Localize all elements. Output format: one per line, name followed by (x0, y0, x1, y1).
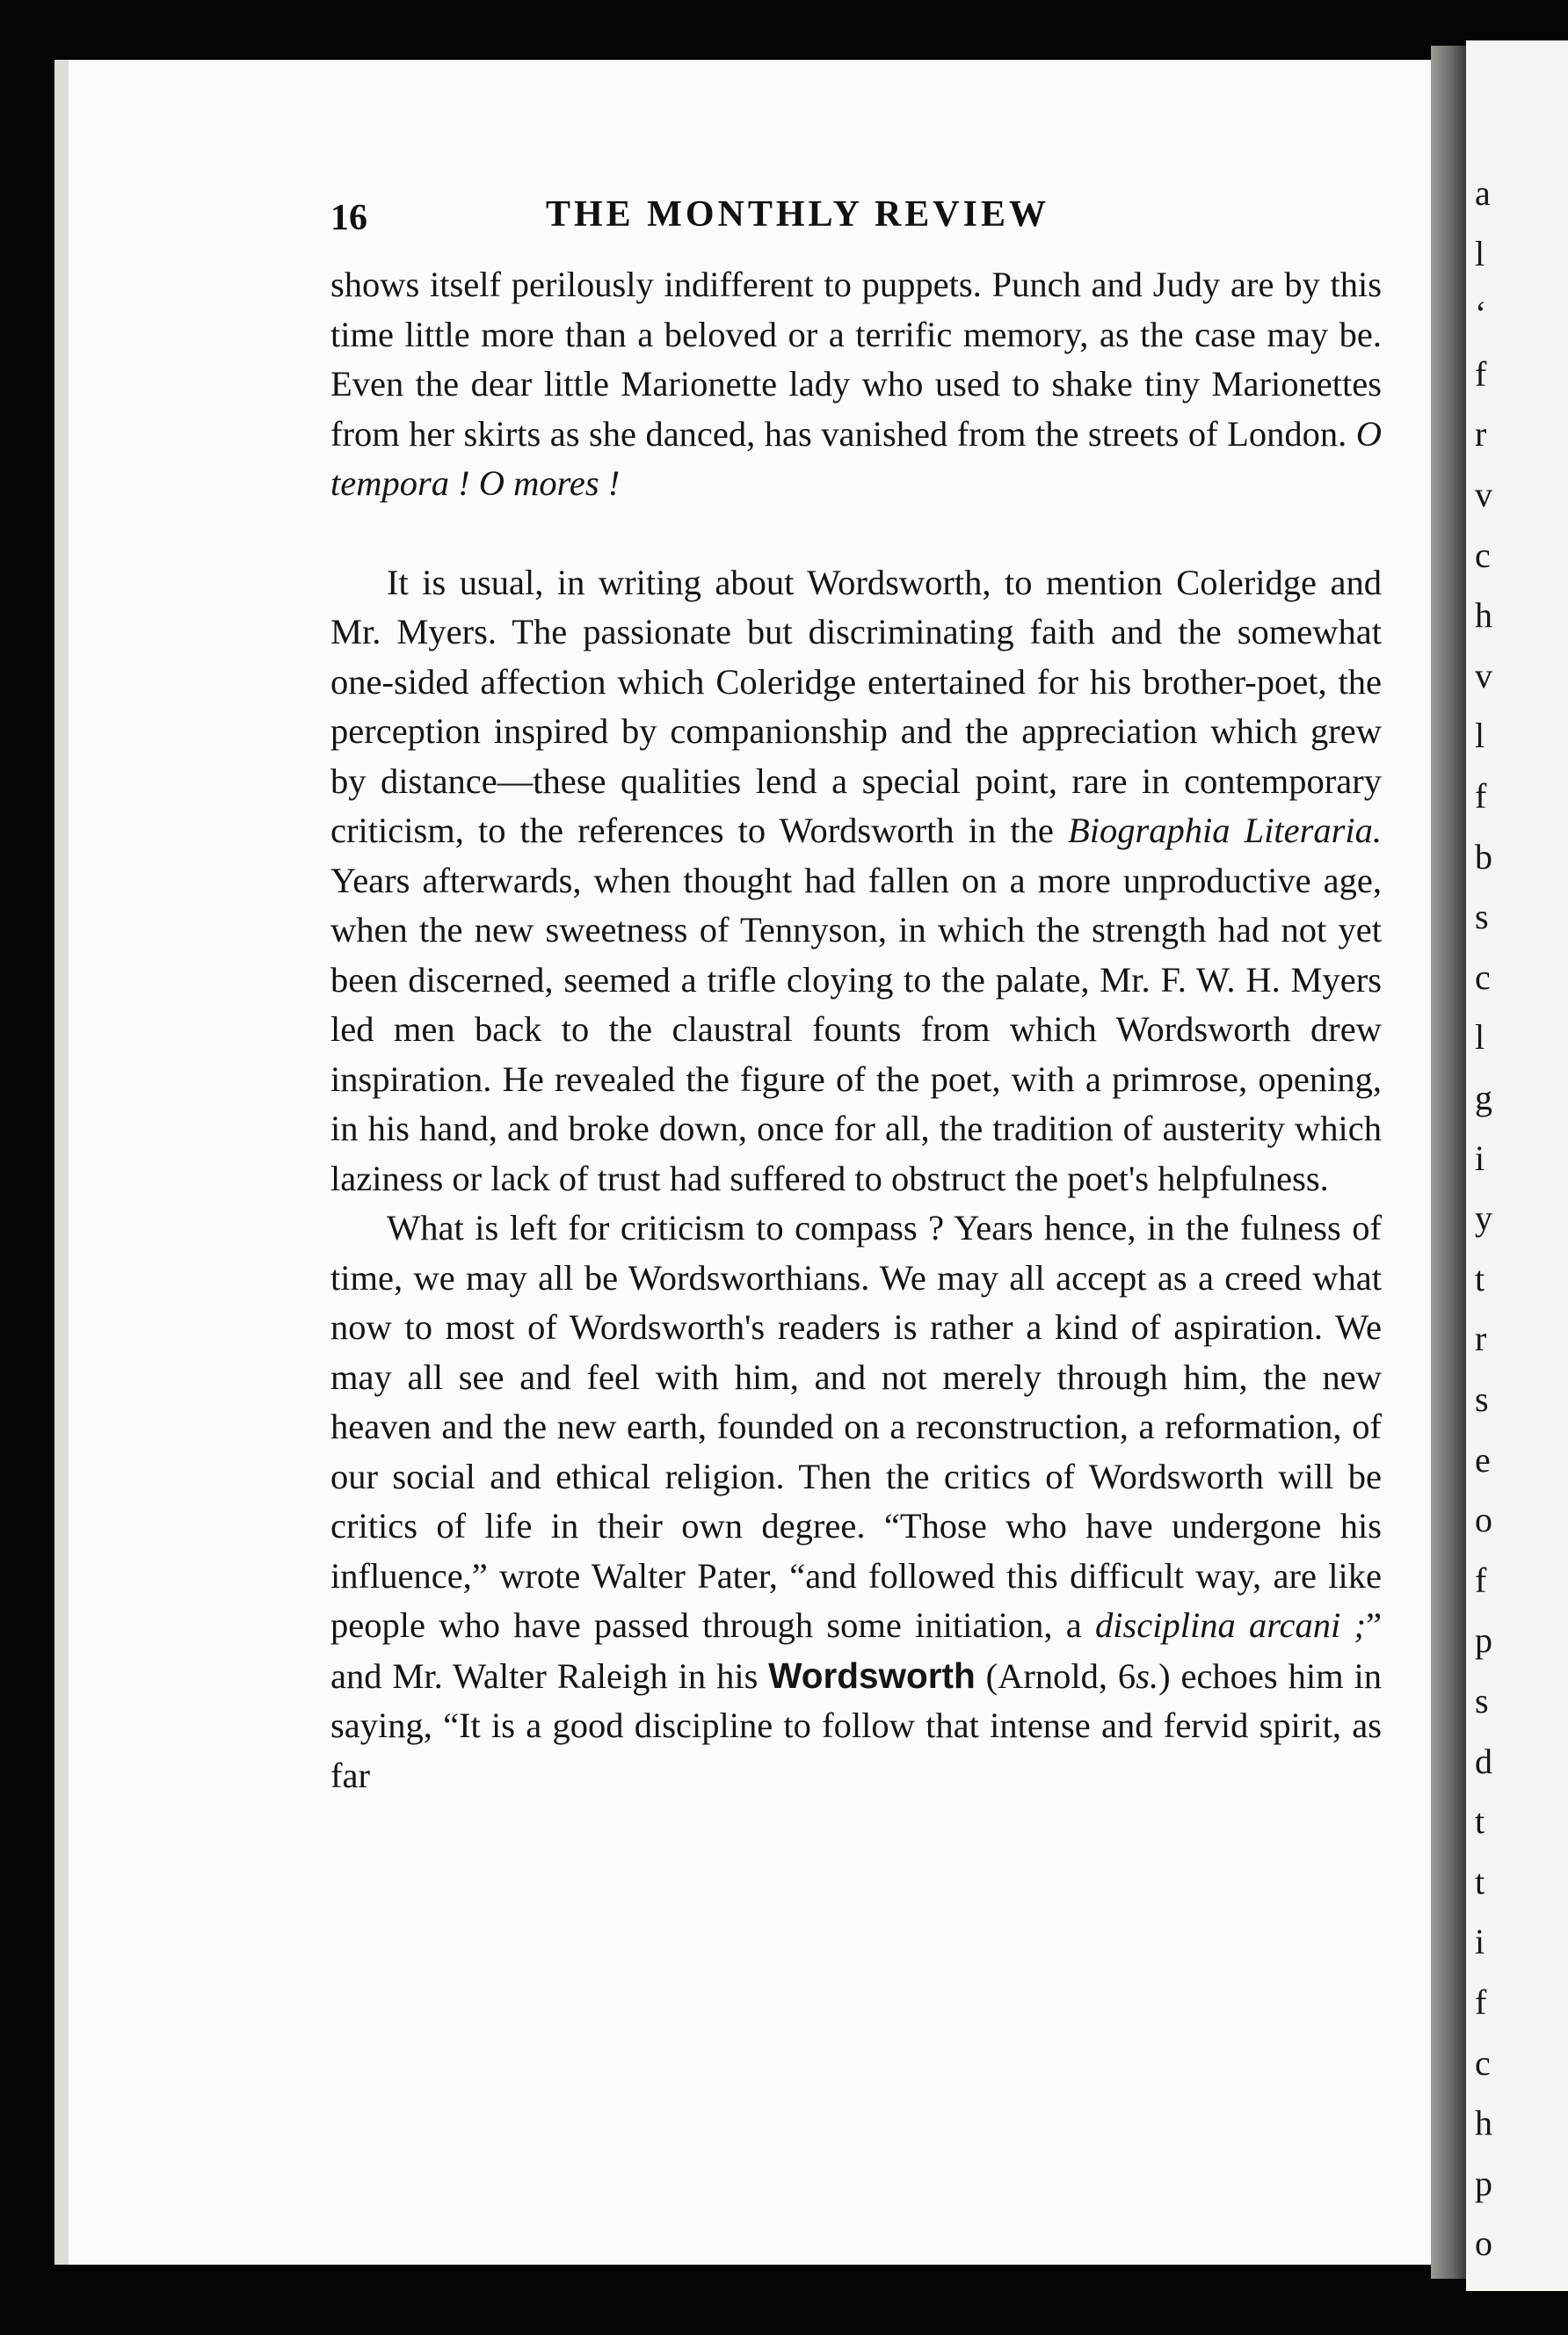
facing-page-letter: t (1475, 1861, 1485, 1902)
facing-page-letter: s (1475, 897, 1489, 937)
facing-page-letter: s (1475, 1681, 1489, 1720)
book-gutter (1431, 46, 1466, 2279)
facing-page-letter: e (1475, 1439, 1491, 1480)
facing-page-letter: y (1475, 1198, 1492, 1239)
italic-text: O tempora ! O mores ! (330, 413, 1382, 503)
facing-page-edge (1466, 40, 1568, 2291)
text-run: shows itself perilously indifferent to puppets. Punch and Judy are by this time little more than a beloved or a terrific memory, as the case may be. Even the dear little Marionette lady who used to shake tiny Marionettes from her skirts as she danced, has vanished from the streets of London. (330, 265, 1382, 454)
paragraph (330, 1204, 1382, 1800)
facing-page-letter: c (1475, 957, 1491, 997)
italic-text: Biographia Literaria. (1067, 811, 1382, 850)
body-text (330, 260, 1382, 1800)
facing-page-letter: f (1475, 1982, 1487, 2022)
facing-page-letter: f (1475, 1560, 1487, 1600)
facing-page-letter: c (1475, 2042, 1491, 2083)
facing-page-letter: i (1475, 1138, 1485, 1178)
text-run: ” and Mr. Walter Raleigh in his (330, 1605, 1383, 1696)
facing-page-letter: o (1475, 1500, 1492, 1540)
facing-page-letter: l (1475, 233, 1485, 273)
text-run: ) echoes him in saying, “It is a good discipline to follow that intense and fervid spirit, as far (330, 1655, 1382, 1795)
text-run: It is usual, in writing about Wordsworth, to mention Coleridge and Mr. Myers. The passionate but discriminating faith and the somewhat one-sided affection which Coleridge entertained for his brother-poet, the perception inspired by companionship and the appreciation which grew by distance—these qualities lend a special point, rare in contemporary criticism, to the references to Wordsworth in the (330, 562, 1382, 850)
facing-page-letter: s (1475, 1379, 1489, 1419)
facing-page-letter: h (1475, 2103, 1492, 2143)
facing-page-letter: h (1475, 595, 1492, 636)
facing-page-letter: l (1475, 716, 1485, 756)
facing-page-letter: r (1475, 1319, 1487, 1359)
text-run: Years afterwards, when thought had fallen on a more unproductive age, when the new sweetness of Tennyson, in which the strength had not yet been discerned, seemed a trifle cloying to the palate, Mr. F. W. H. Myers led men back to the claustral founts from which Wordsworth drew inspiration. He revealed the figure of the poet, with a primrose, opening, in his hand, and broke down, once for all, the tradition of austerity which laziness or lack of trust had suffered to obstruct the poet's helpfulness. (330, 860, 1382, 1198)
facing-page-letter: f (1475, 353, 1487, 394)
facing-page-letter: t (1475, 1258, 1485, 1298)
book-title-text: Wordsworth (768, 1655, 976, 1696)
facing-page-letter: d (1475, 1741, 1492, 1781)
facing-page-letter: b (1475, 836, 1492, 877)
text-run: What is left for criticism to compass ? Years hence, in the fulness of time, we may all be Wordsworthians. We may all accept as a creed what now to most of Wordsworth's readers is rather a kind of aspiration. We may all see and feel with him, and not merely through him, the new heaven and the new earth, founded on a reconstruction, a reformation, of our social and ethical religion. Then the critics of Wordsworth will be critics of life in their own degree. “Those who have undergone his influence,” wrote Walter Pater, “and followed this difficult way, are like people who have passed through some initiation, a (330, 1208, 1382, 1645)
facing-page-letter: o (1475, 2223, 1492, 2264)
facing-page-letter: r (1475, 414, 1487, 455)
italic-text: disciplina arcani ; (1095, 1605, 1367, 1645)
journal-title: THE MONTHLY REVIEW (546, 194, 1049, 235)
facing-page-letter: p (1475, 2163, 1492, 2203)
paragraph (330, 558, 1382, 1204)
facing-page-letter: i (1475, 1922, 1485, 1962)
page-number: 16 (330, 198, 367, 238)
facing-page-letter: p (1475, 1620, 1492, 1661)
facing-page-letter: g (1475, 1078, 1492, 1117)
paragraph (330, 260, 1382, 509)
facing-page-letter: v (1475, 475, 1492, 514)
text-run: (Arnold, 6 (975, 1655, 1136, 1696)
facing-page-letter: f (1475, 776, 1487, 816)
italic-text: s. (1136, 1655, 1159, 1696)
facing-page-letter: c (1475, 535, 1491, 575)
facing-page-letter: l (1475, 1017, 1485, 1058)
facing-page-letter: a (1475, 173, 1491, 213)
running-head (330, 194, 1382, 250)
facing-page-letter: t (1475, 1801, 1485, 1842)
facing-page-letter: ‘ (1475, 294, 1487, 334)
facing-page-letter: v (1475, 655, 1492, 695)
